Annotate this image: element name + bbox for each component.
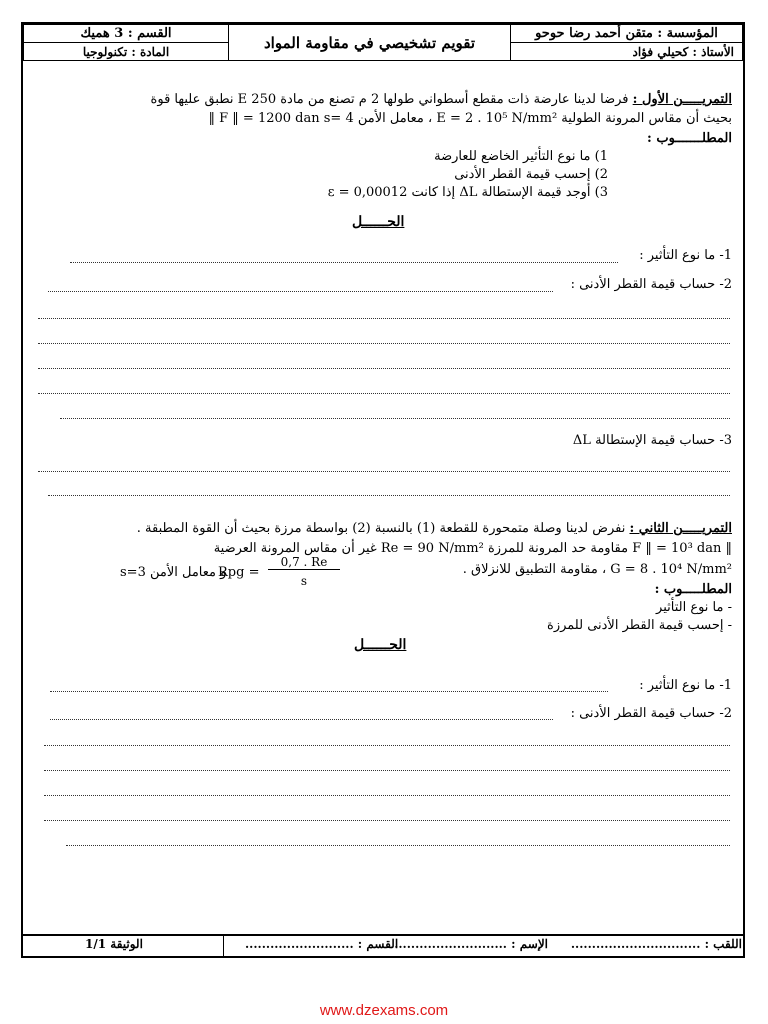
answer-line <box>70 262 618 263</box>
ex2-q1: - ما نوع التأثير <box>656 600 732 615</box>
answer-line <box>44 770 730 771</box>
answer-line <box>44 795 730 796</box>
answer-line <box>48 495 730 496</box>
answer-line <box>38 343 730 344</box>
ex1-a2: 2- حساب قيمة القطر الأدنى : <box>570 277 732 292</box>
rpg-numerator: 0,7 . Re <box>268 555 340 570</box>
answer-line <box>50 691 608 692</box>
ex2-line1: التمريـــــن الثاني : نفرض لدينا وصلة متمحورة للقطعة (1) بالنسبة (2) بواسطة مرزة بحيث أن القوة المطبقة . <box>136 521 732 536</box>
ex1-q2: 2) إحسب قيمة القطر الأدنى <box>454 167 608 182</box>
ex1-solution-title: الحــــــل <box>352 214 405 230</box>
ex1-heading: التمريـــــن الأول : <box>632 92 732 107</box>
answer-line <box>44 820 730 821</box>
page-frame <box>21 22 745 958</box>
answer-line <box>38 471 730 472</box>
answer-line <box>38 393 730 394</box>
ex2-line2: ‖ F ‖ = 10³ dan مقاومة حد المرونة للمرزة Re = 90 N/mm² غير أن مقاس المرونة العرضية <box>213 541 732 556</box>
ex2-required: المطلـــــوب : <box>654 582 732 597</box>
teacher-cell: الأستاذ : كحيلي فؤاد <box>510 42 743 61</box>
document-number: الوثيقة 1/1 <box>85 937 143 951</box>
exam-title: تقويم تشخيصي في مقاومة المواد <box>228 24 511 61</box>
site-watermark: www.dzexams.com <box>319 1002 449 1019</box>
answer-line <box>38 368 730 369</box>
answer-line <box>60 418 730 419</box>
ex1-a1: 1- ما نوع التأثير : <box>639 248 732 263</box>
footer-divider <box>223 934 224 956</box>
class-cell: القسم : 3 هميك <box>23 24 229 43</box>
answer-line <box>44 745 730 746</box>
answer-line <box>38 318 730 319</box>
ex2-a2: 2- حساب قيمة القطر الأدنى : <box>570 706 732 721</box>
answer-line <box>66 845 730 846</box>
ex2-q2: - إحسب قيمة القطر الأدنى للمرزة <box>547 618 732 633</box>
rpg-denominator: s <box>300 574 308 588</box>
ex1-q3: 3) أوجد قيمة الإستطالة ΔL إذا كانت ε = 0,00012 <box>327 185 608 200</box>
ex1-q1: 1) ما نوع التأثير الخاضع للعارضة <box>434 149 608 164</box>
rpg-label: Rpg = <box>218 565 260 580</box>
section-field[interactable]: القسم : .......................... <box>245 937 399 951</box>
ex2-solution-title: الحــــــل <box>354 637 407 653</box>
ex1-line2: بحيث أن مقاس المرونة الطولية E = 2 . 10⁵ N/mm² ، معامل الأمن s= 4 ‖ F ‖ = 1200 dan <box>208 111 732 126</box>
ex2-line3-end: و معامل الأمن s=3 <box>120 565 227 580</box>
answer-line <box>48 291 553 292</box>
ex2-heading: التمريـــــن الثاني : <box>629 521 732 536</box>
institution-cell: المؤسسة : متقن أحمد رضا حوحو <box>510 24 743 43</box>
ex2-a1: 1- ما نوع التأثير : <box>639 678 732 693</box>
surname-field[interactable]: اللقب : ............................... <box>570 937 742 951</box>
ex1-line1: التمريـــــن الأول : فرضا لدينا عارضة ذات مقطع أسطواني طولها 2 م تصنع من مادة E 250 نطبق عليها قوة <box>150 92 732 107</box>
ex1-a3: 3- حساب قيمة الإستطالة ΔL <box>572 433 732 448</box>
answer-line <box>50 719 553 720</box>
name-field[interactable]: الإسم : ........................... <box>394 937 548 951</box>
ex1-required: المطلـــــــوب : <box>647 131 732 146</box>
subject-cell: المادة : تكنولوجيا <box>23 42 229 61</box>
ex2-line3: G = 8 . 10⁴ N/mm² ، مقاومة التطبيق للانزلاق . <box>462 562 732 577</box>
